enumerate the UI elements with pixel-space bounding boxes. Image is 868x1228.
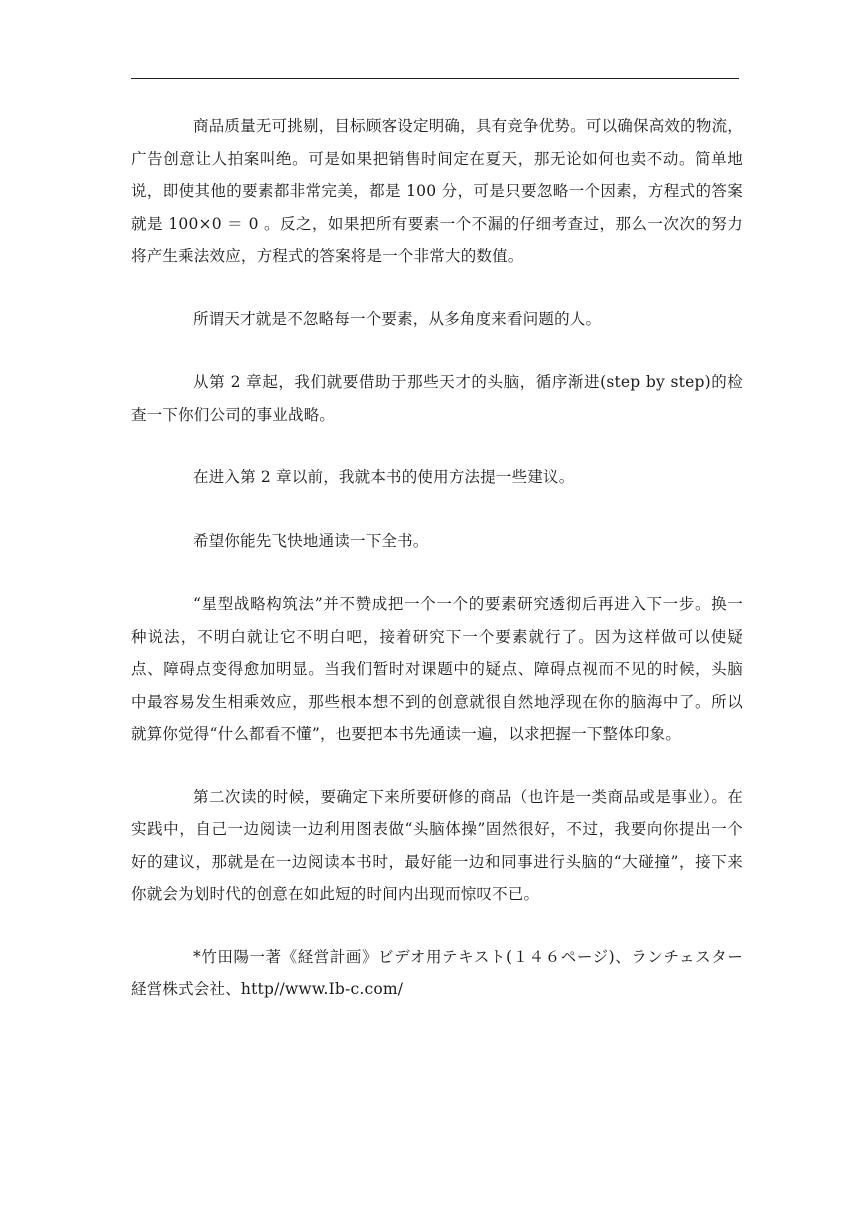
paragraph-formula: 商品质量无可挑剔，目标顾客设定明确，具有竞争优势。可以确保高效的物流，广告创意让人拍案叫绝。可是如果把销售时间定在夏天，那无论如何也卖不动。简单地说，即使其他的要素都非常完美，都是 100 分，可是只要忽略一个因素，方程式的答案就是 100×0 ＝ 0 。反之，如果把所有要素一个不漏的仔细考查过，那么一次次的努力将产生乘法效应，方程式的答案将是一个非常大的数值。	[131, 117, 743, 265]
paragraph-genius-definition: 所谓天才就是不忽略每一个要素，从多角度来看问题的人。	[193, 309, 602, 328]
paragraph-usage-advice: 在进入第 2 章以前，我就本书的使用方法提一些建议。	[193, 468, 575, 486]
header-rule	[131, 78, 739, 79]
paragraph-chapter-two: 从第 2 章起，我们就要借助于那些天才的头脑，循序渐进(step by step)的检查一下你们公司的事业战略。	[131, 373, 743, 424]
footnote-reference: *竹田陽一著《経営計画》ビデオ用テキスト(１４６ページ)、ランチェスター経営株式会社、http//www.Ib-c.com/	[131, 947, 743, 998]
body-text	[131, 110, 743, 1036]
paragraph-read-through: 希望你能先飞快地通读一下全书。	[193, 531, 429, 550]
paragraph-star-strategy: “星型战略构筑法”并不赞成把一个一个的要素研究透彻后再进入下一步。换一种说法，不明白就让它不明白吧，接着研究下一个要素就行了。因为这样做可以使疑点、障碍点变得愈加明显。当我们暂时对课题中的疑点、障碍点视而不见的时候，头脑中最容易发生相乘效应，那些根本想不到的创意就很自然地浮现在你的脑海中了。所以就算你觉得“什么都看不懂”，也要把本书先通读一遍，以求把握一下整体印象。	[131, 595, 743, 743]
paragraph-second-reading: 第二次读的时候，要确定下来所要研修的商品（也许是一类商品或是事业）。在实践中，自己一边阅读一边利用图表做“头脑体操”固然很好，不过，我要向你提出一个好的建议，那就是在一边阅读本书时，最好能一边和同事进行头脑的“大碰撞”，接下来你就会为划时代的创意在如此短的时间内出现而惊叹不已。	[131, 787, 743, 903]
